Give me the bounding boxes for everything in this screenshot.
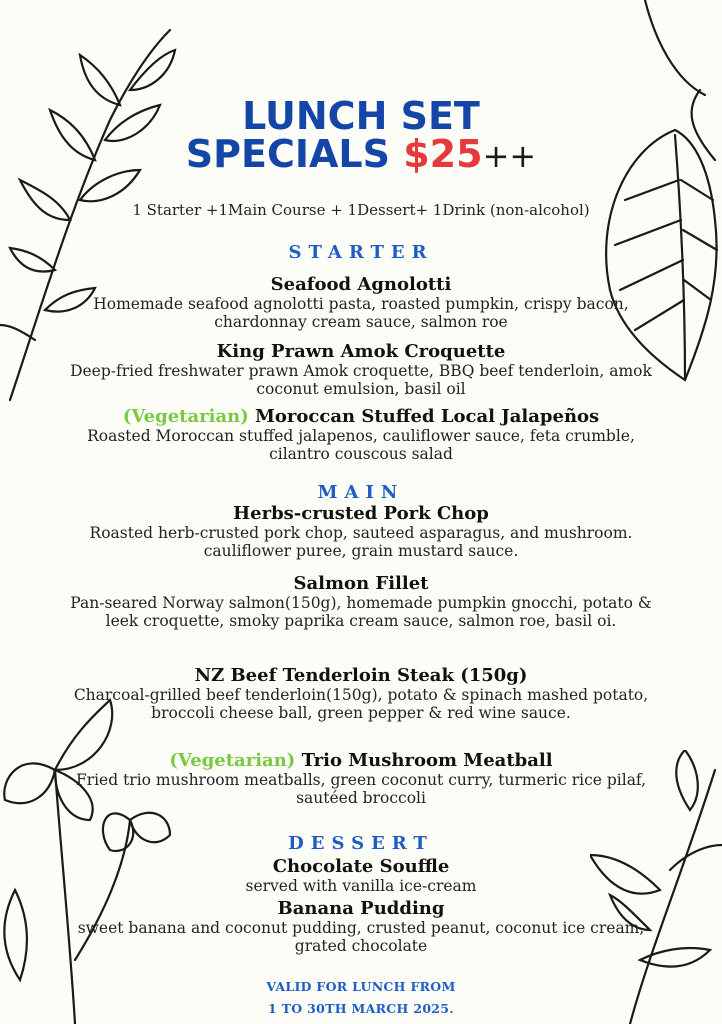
menu-item <box>60 574 662 630</box>
section-heading-starter: STARTER <box>288 242 434 263</box>
dish-name: Herbs-crusted Pork Chop <box>233 503 489 524</box>
menu-item <box>60 899 662 955</box>
dish-name: Seafood Agnolotti <box>270 274 452 295</box>
section-heading-main: MAIN <box>317 482 405 503</box>
dish-description: sweet banana and coconut pudding, crusted peanut, coconut ice cream, grated chocolate <box>77 919 645 955</box>
menu-item <box>60 504 662 560</box>
menu-item <box>60 407 662 463</box>
dish-description: Fried trio mushroom meatballs, green coconut curry, turmeric rice pilaf, sautéed broccoli <box>75 771 647 807</box>
title-line2: SPECIALS <box>185 132 390 176</box>
dish-name: Banana Pudding <box>277 898 445 919</box>
dish-name: NZ Beef Tenderloin Steak (150g) <box>194 665 528 686</box>
menu-item <box>60 751 662 807</box>
price-suffix: ++ <box>482 137 537 175</box>
validity-line2: 1 TO 30TH MARCH 2025. <box>268 1001 454 1016</box>
dish-description: Roasted herb-crusted pork chop, sauteed asparagus, and mushroom. cauliflower puree, grain mustard sauce. <box>89 524 633 560</box>
section-heading-dessert: DESSERT <box>288 833 434 854</box>
vegetarian-tag: (Vegetarian) <box>122 406 249 427</box>
dish-name: King Prawn Amok Croquette <box>216 341 506 362</box>
dish-description: Charcoal-grilled beef tenderloin(150g), potato & spinach mashed potato, broccoli cheese ball, green pepper & red wine sauce. <box>73 686 649 722</box>
dish-name: Chocolate Souffle <box>272 856 450 877</box>
dish-description: Deep-fried freshwater prawn Amok croquette, BBQ beef tenderloin, amok coconut emulsion, basil oil <box>70 362 652 398</box>
large-leaf-icon <box>595 0 722 390</box>
dish-name: Salmon Fillet <box>293 573 429 594</box>
menu-item <box>60 275 662 331</box>
dish-description: served with vanilla ice-cream <box>245 877 477 895</box>
validity-line1: VALID FOR LUNCH FROM <box>266 979 456 994</box>
price-label: $25 <box>403 132 483 176</box>
title-line1: LUNCH SET <box>242 94 480 138</box>
vegetarian-tag: (Vegetarian) <box>169 750 296 771</box>
dish-description: Pan-seared Norway salmon(150g), homemade pumpkin gnocchi, potato & leek croquette, smoky paprika cream sauce, salmon roe, basil oi. <box>70 594 652 630</box>
menu-item <box>60 857 662 895</box>
set-description: 1 Starter +1Main Course + 1Dessert+ 1Drink (non-alcohol) <box>132 201 590 219</box>
menu-item <box>60 666 662 722</box>
menu-item <box>60 342 662 398</box>
dish-name: Trio Mushroom Meatball <box>301 750 553 771</box>
dish-name-row <box>60 407 662 427</box>
validity-note <box>0 976 722 1020</box>
dish-name-row <box>60 751 662 771</box>
menu-title-second-line <box>0 132 722 176</box>
dish-description: Homemade seafood agnolotti pasta, roasted pumpkin, crispy bacon, chardonnay cream sauce, salmon roe <box>93 295 629 331</box>
dish-description: Roasted Moroccan stuffed jalapenos, cauliflower sauce, feta crumble, cilantro couscous salad <box>87 427 635 463</box>
dish-name: Moroccan Stuffed Local Jalapeños <box>255 406 600 427</box>
